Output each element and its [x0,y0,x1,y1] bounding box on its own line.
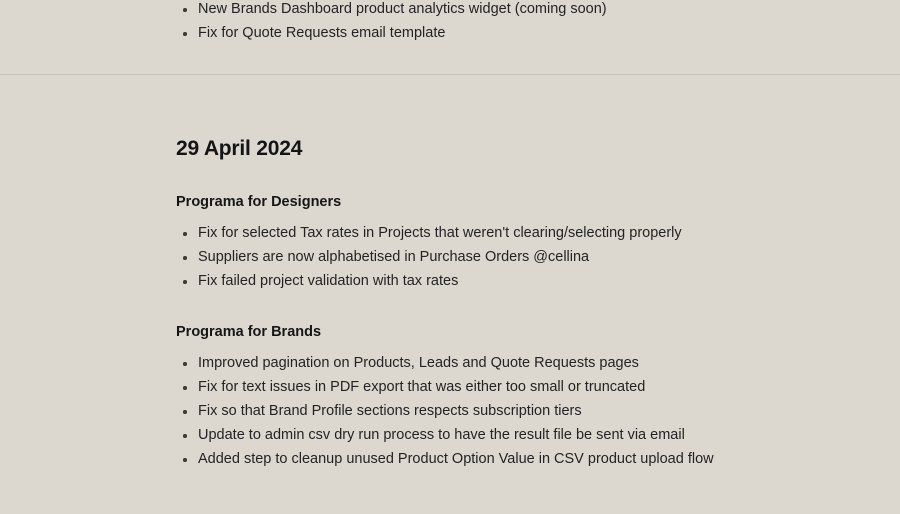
list-item: Fix failed project validation with tax rates [176,272,860,291]
release-group-brands [176,324,860,469]
list-item: Fix so that Brand Profile sections respects subscription tiers [176,402,860,421]
current-release-entry [0,75,900,514]
list-item: Fix for Quote Requests email template [176,24,860,43]
list-item: Added step to cleanup unused Product Option Value in CSV product upload flow [176,450,860,469]
brands-changes-list [176,354,860,469]
group-title: Programa for Designers [176,194,342,210]
entry-date: 29 April 2024 [176,137,303,160]
previous-release-entry [0,0,900,74]
bottom-spacer [176,474,860,514]
release-group-designers [176,194,860,291]
list-item: Update to admin csv dry run process to have the result file be sent via email [176,426,860,445]
list-item: Fix for selected Tax rates in Projects that weren't clearing/selecting properly [176,224,860,243]
list-item: Fix for text issues in PDF export that was either too small or truncated [176,378,860,397]
designers-changes-list [176,224,860,291]
list-item: Improved pagination on Products, Leads and Quote Requests pages [176,354,860,373]
group-title: Programa for Brands [176,324,322,340]
list-item: Suppliers are now alphabetised in Purchase Orders @cellina [176,248,860,267]
list-item: New Brands Dashboard product analytics widget (coming soon) [176,0,860,19]
previous-entry-list [176,0,860,43]
